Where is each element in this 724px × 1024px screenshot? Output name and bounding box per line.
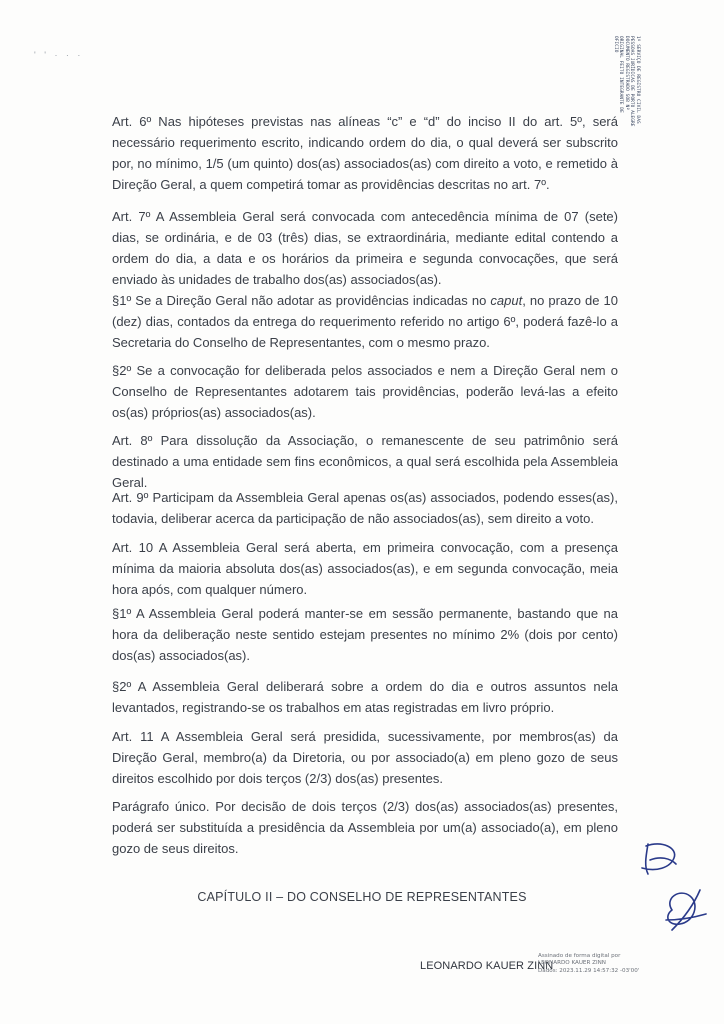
digital-signature-block <box>538 953 658 975</box>
article-7: Art. 7º A Assembleia Geral será convocada com antecedência mínima de 07 (sete) dias, se ordinária, e de 03 (três) dias, se extraordinária, mediante edital contendo a ordem do dia, a data e os horários da primeira e segunda convocações, que será enviado às unidades de trabalho dos(as) associados(as). <box>112 209 618 287</box>
scan-speck: ' ' · · · <box>34 50 84 60</box>
stamp-line: OFICIO <box>612 36 618 53</box>
stamp-line: DOCUMENTO REGISTRADO SOB Nº <box>623 36 629 111</box>
stamp-line: ORIGINAL FEITO INTEGRANTE DE <box>618 36 624 113</box>
initials-mark-1 <box>636 838 686 878</box>
article-10: Art. 10 A Assembleia Geral será aberta, em primeira convocação, com a presença mínima da maioria absoluta dos(as) associados(as), e em segunda convocação, meia hora após, com qualquer número. <box>112 540 618 597</box>
chapter-heading: CAPÍTULO II – DO CONSELHO DE REPRESENTANTES <box>197 890 527 904</box>
signature-line: Assinado de forma digital por <box>538 953 621 959</box>
article-6: Art. 6º Nas hipóteses previstas nas alíneas “c” e “d” do inciso II do art. 5º, será necessário requerimento escrito, indicando ordem do dia, o qual deverá ser subscrito por, no mínimo, 1/5 (um quinto) dos(as) associados(as) com direito a voto, e remetido à Direção Geral, a quem competirá tomar as providências descritas no art. 7º. <box>112 114 618 192</box>
article-8: Art. 8º Para dissolução da Associação, o remanescente de seu patrimônio será destinado a uma entidade sem fins econômicos, a qual será escolhida pela Assembleia Geral. <box>112 433 618 490</box>
article-7-paragraph-1: §1º Se a Direção Geral não adotar as providências indicadas no caput, no prazo de 10 (dez) dias, contados da entrega do requerimento referido no artigo 6º, poderá fazê-lo a Secretaria do Conselho de Representantes, com o mesmo prazo. <box>112 293 618 350</box>
signer-name: LEONARDO KAUER ZINN <box>420 960 554 972</box>
article-11: Art. 11 A Assembleia Geral será presidida, sucessivamente, por membros(as) da Direção Geral, membro(a) da Diretoria, ou por associado(a) em pleno gozo de seus direitos escolhido por dois terços (2/3) dos(as) presentes. <box>112 729 618 786</box>
stamp-line: PESSOAS JURÍDICAS DE PORTO ALEGRE <box>629 36 635 127</box>
signature-line: Dados: 2023.11.29 14:57:32 -03'00' <box>538 967 640 974</box>
article-10-paragraph-1: §1º A Assembleia Geral poderá manter-se em sessão permanente, bastando que na hora da deliberação neste sentido estejam presentes no mínimo 2% (dois por cento) dos(as) associados(as). <box>112 606 618 663</box>
initials-mark-2 <box>654 884 712 936</box>
stamp-line: 1º SERVIÇO DE REGISTRO CIVIL DAS <box>635 36 640 124</box>
caput-term: caput <box>490 293 523 308</box>
article-7-paragraph-2: §2º Se a convocação for deliberada pelos associados e nem a Direção Geral nem o Conselho de Representantes adotarem tais providências, poderão levá-las a efeito os(as) próprios(as) associados(as). <box>112 363 618 420</box>
signature-line: LEONARDO KAUER ZINN <box>538 960 606 967</box>
article-10-paragraph-2: §2º A Assembleia Geral deliberará sobre a ordem do dia e outros assuntos nela levantados, registrando-se os trabalhos em atas registradas em livro próprio. <box>112 679 618 715</box>
article-11-sole-paragraph: Parágrafo único. Por decisão de dois terços (2/3) dos(as) associados(as) presentes, poderá ser substituída a presidência da Assembleia por um(a) associado(a), em pleno gozo de seus direitos. <box>112 799 618 856</box>
article-9: Art. 9º Participam da Assembleia Geral apenas os(as) associados, podendo esses(as), todavia, deliberar acerca da participação de não associados(as), sem direito a voto. <box>112 490 618 526</box>
